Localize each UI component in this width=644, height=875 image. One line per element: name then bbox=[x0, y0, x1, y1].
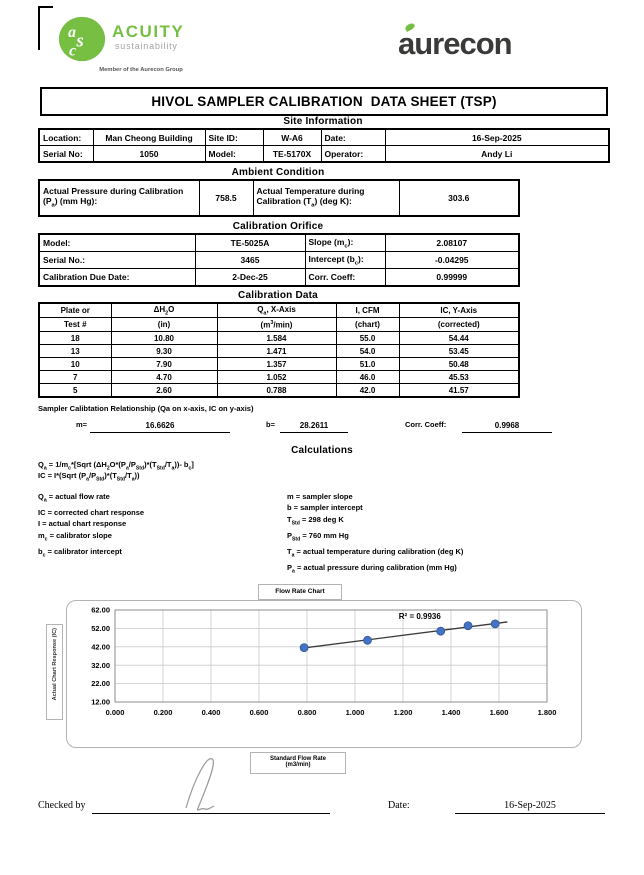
calibration-orifice-table bbox=[38, 233, 520, 287]
cell: 1.584 bbox=[217, 332, 336, 345]
data-point bbox=[437, 627, 445, 635]
cell: 54.44 bbox=[399, 332, 519, 345]
y-tick-label: 52.00 bbox=[91, 624, 110, 633]
cell: 46.0 bbox=[336, 371, 399, 384]
chart-y-axis-label: Actual Chart Response (IC) bbox=[51, 628, 58, 701]
signature bbox=[158, 758, 250, 812]
relationship-corr-label: Corr. Coeff: bbox=[405, 420, 447, 429]
data-point bbox=[464, 622, 472, 630]
relationship-m-value: 16.6626 bbox=[90, 419, 230, 433]
cell: 55.0 bbox=[336, 332, 399, 345]
acuity-tagline: sustainability bbox=[115, 41, 178, 51]
aurecon-logo bbox=[398, 22, 533, 66]
x-tick-label: 1.000 bbox=[345, 708, 365, 717]
cal-data-row bbox=[39, 345, 519, 358]
orifice-slope-value: 2.08107 bbox=[385, 234, 519, 252]
def-line: $T_a$ = actual temperature during calibration (deg K) bbox=[287, 546, 464, 559]
def-line: $P_{Std} = 760$ mm Hg bbox=[287, 530, 349, 543]
def-line: b = sampler intercept bbox=[287, 503, 363, 513]
x-tick-label: 1.800 bbox=[537, 708, 557, 717]
svg-text:s: s bbox=[76, 30, 84, 51]
col-icfm-units: (chart) bbox=[336, 318, 399, 332]
x-tick-label: 0.600 bbox=[249, 708, 269, 717]
page-corner-mark bbox=[38, 6, 53, 50]
cal-data-row bbox=[39, 332, 519, 345]
x-tick-label: 0.800 bbox=[297, 708, 317, 717]
site-information-table bbox=[38, 128, 610, 163]
cal-header-row-1 bbox=[39, 303, 519, 318]
definitions-left-column bbox=[38, 491, 268, 562]
cell: 2.60 bbox=[111, 384, 217, 398]
date-label: Date: bbox=[321, 129, 385, 146]
orifice-model-value: TE-5025A bbox=[195, 234, 305, 252]
orifice-row-3 bbox=[39, 269, 519, 287]
col-dh2o-header: $\Delta H_2O$ bbox=[111, 303, 217, 318]
serial-no-value: 1050 bbox=[93, 146, 205, 163]
cell: 0.788 bbox=[217, 384, 336, 398]
checked-by-line bbox=[92, 813, 330, 814]
pressure-value: 758.5 bbox=[199, 180, 253, 216]
site-row-1 bbox=[39, 129, 609, 146]
location-label: Location: bbox=[39, 129, 93, 146]
site-id-label: Site ID: bbox=[205, 129, 263, 146]
data-point bbox=[363, 636, 371, 644]
chart-x-axis-label-line2: (m3/min) bbox=[285, 762, 311, 768]
location-value: Man Cheong Building bbox=[93, 129, 205, 146]
formula-ic: IC = I*(Sqrt $(P_a/P_{Std})*(T_{Std}/T_a)$) bbox=[38, 471, 140, 483]
y-tick-label: 22.00 bbox=[91, 679, 110, 689]
cell: 5 bbox=[39, 384, 111, 398]
acuity-monogram-icon bbox=[58, 15, 106, 63]
plot-border bbox=[115, 610, 547, 702]
calibration-orifice-heading: Calibration Orifice bbox=[232, 221, 324, 232]
orifice-due-date-label: Calibration Due Date: bbox=[39, 269, 195, 287]
aurecon-wordmark: aurecon bbox=[398, 26, 512, 61]
temperature-value: 303.6 bbox=[399, 180, 519, 216]
relationship-m-label: m= bbox=[76, 420, 88, 429]
chart-x-axis-label-box bbox=[250, 752, 346, 774]
x-tick-label: 1.400 bbox=[441, 708, 461, 717]
cell: 7.90 bbox=[111, 358, 217, 371]
flow-rate-chart-svg bbox=[70, 602, 575, 740]
cell: 51.0 bbox=[336, 358, 399, 371]
def-line: $b_c$ = calibrator intercept bbox=[38, 546, 122, 559]
orifice-serial-label: Serial No.: bbox=[39, 252, 195, 269]
cell: 1.052 bbox=[217, 371, 336, 384]
cell: 42.0 bbox=[336, 384, 399, 398]
cell: 53.45 bbox=[399, 345, 519, 358]
model-label: Model: bbox=[205, 146, 263, 163]
cal-data-row bbox=[39, 384, 519, 398]
calculations-heading: Calculations bbox=[291, 445, 353, 456]
ambient-condition-table bbox=[38, 179, 520, 217]
definitions-right-column bbox=[287, 491, 587, 577]
relationship-b-label: b= bbox=[266, 420, 275, 429]
ambient-row bbox=[39, 180, 519, 216]
relationship-b-value: 28.2611 bbox=[280, 419, 348, 433]
x-tick-label: 0.200 bbox=[153, 708, 173, 717]
orifice-intercept-label: Intercept $(b_c)$: bbox=[305, 252, 385, 269]
y-tick-label: 32.00 bbox=[91, 660, 110, 670]
cell: 7 bbox=[39, 371, 111, 384]
r-squared-label: R² = 0.9936 bbox=[398, 612, 441, 622]
def-line: $T_{Std} = 298$ deg K bbox=[287, 514, 344, 527]
col-ic-units: (corrected) bbox=[399, 318, 519, 332]
data-point bbox=[491, 620, 499, 628]
temperature-label: Actual Temperature during Calibration $(T_a)$ (deg K): bbox=[253, 180, 399, 216]
chart-title-box: Flow Rate Chart bbox=[258, 584, 342, 600]
ambient-condition-heading: Ambient Condition bbox=[231, 167, 325, 178]
svg-text:c: c bbox=[69, 42, 77, 60]
cell: 54.0 bbox=[336, 345, 399, 358]
col-plate-units: Test # bbox=[39, 318, 111, 332]
chart-x-axis-label-line1: Standard Flow Rate bbox=[269, 756, 326, 762]
def-line: I = actual chart response bbox=[38, 519, 127, 529]
footer-date-label: Date: bbox=[388, 800, 410, 811]
relationship-label: Sampler Calibtation Relationship (Qa on x-axis, IC on y-axis) bbox=[38, 404, 254, 413]
cell: 4.70 bbox=[111, 371, 217, 384]
col-qa-units: $(m^3/\min)$ bbox=[217, 318, 336, 332]
chart-y-axis-label-box bbox=[46, 624, 63, 720]
col-qa-header: $Q_a$, X-Axis bbox=[217, 303, 336, 318]
cell: 45.53 bbox=[399, 371, 519, 384]
pressure-label: Actual Pressure during Calibration $(P_a)$ (mm Hg): bbox=[39, 180, 199, 216]
cell: 50.48 bbox=[399, 358, 519, 371]
cell: 13 bbox=[39, 345, 111, 358]
def-line: $m_c$ = calibrator slope bbox=[38, 530, 112, 543]
calibration-data-heading: Calibration Data bbox=[238, 290, 318, 301]
def-line: $Q_a$ = actual flow rate bbox=[38, 492, 110, 504]
y-tick-label: 62.00 bbox=[91, 605, 110, 615]
acuity-wordmark: ACUITY bbox=[112, 22, 185, 41]
cell: 1.471 bbox=[217, 345, 336, 358]
orifice-slope-label: Slope $(m_c)$: bbox=[305, 234, 385, 252]
model-value: TE-5170X bbox=[263, 146, 321, 163]
site-id-value: W-A6 bbox=[263, 129, 321, 146]
formula-qa: $Q_a$ = $1/m_c*[Sqrt$ $(\Delta H_2O*(P_a/P_{Std})*(T_{Std}/T_a))-$ $b_c$] bbox=[38, 460, 194, 472]
y-tick-label: 12.00 bbox=[91, 697, 110, 707]
calibration-data-table bbox=[38, 302, 520, 398]
data-point bbox=[300, 644, 308, 652]
footer-date-line bbox=[455, 813, 605, 814]
cal-data-row bbox=[39, 358, 519, 371]
x-tick-label: 0.000 bbox=[105, 708, 125, 717]
def-line: m = sampler slope bbox=[287, 492, 353, 501]
site-information-heading: Site Information bbox=[283, 116, 363, 127]
cal-data-row bbox=[39, 371, 519, 384]
y-tick-label: 42.00 bbox=[91, 642, 110, 652]
relationship-corr-value: 0.9968 bbox=[462, 419, 552, 433]
footer-date-value: 16-Sep-2025 bbox=[504, 800, 556, 811]
orifice-corr-coeff-label: Corr. Coeff: bbox=[305, 269, 385, 287]
orifice-row-2 bbox=[39, 252, 519, 269]
orifice-row-1 bbox=[39, 234, 519, 252]
cell: 10 bbox=[39, 358, 111, 371]
cell: 10.80 bbox=[111, 332, 217, 345]
date-value: 16-Sep-2025 bbox=[385, 129, 609, 146]
orifice-intercept-value: -0.04295 bbox=[385, 252, 519, 269]
acuity-member-line: Member of the Aurecon Group bbox=[99, 67, 183, 73]
col-ic-header: IC, Y-Axis bbox=[399, 303, 519, 318]
serial-no-label: Serial No: bbox=[39, 146, 93, 163]
col-dh2o-units: (in) bbox=[111, 318, 217, 332]
def-line: IC = corrected chart response bbox=[38, 507, 145, 517]
site-row-2 bbox=[39, 146, 609, 163]
sheet-title: HIVOL SAMPLER CALIBRATION DATA SHEET (TSP) bbox=[40, 87, 608, 116]
x-tick-label: 0.400 bbox=[201, 708, 221, 717]
svg-text:a: a bbox=[68, 24, 76, 42]
operator-label: Operator: bbox=[321, 146, 385, 163]
operator-value: Andy Li bbox=[385, 146, 609, 163]
trendline bbox=[301, 622, 507, 648]
acuity-logo bbox=[58, 15, 228, 79]
cell: 9.30 bbox=[111, 345, 217, 358]
col-plate-header: Plate or bbox=[39, 303, 111, 318]
cal-header-row-2 bbox=[39, 318, 519, 332]
checked-by-label: Checked by bbox=[38, 800, 86, 811]
cell: 18 bbox=[39, 332, 111, 345]
cell: 1.357 bbox=[217, 358, 336, 371]
orifice-due-date-value: 2-Dec-25 bbox=[195, 269, 305, 287]
orifice-model-label: Model: bbox=[39, 234, 195, 252]
x-tick-label: 1.600 bbox=[489, 708, 509, 717]
cell: 41.57 bbox=[399, 384, 519, 398]
col-icfm-header: I, CFM bbox=[336, 303, 399, 318]
def-line: $P_a$ = actual pressure during calibration (mm Hg) bbox=[287, 562, 457, 575]
x-tick-label: 1.200 bbox=[393, 708, 413, 717]
orifice-corr-coeff-value: 0.99999 bbox=[385, 269, 519, 287]
orifice-serial-value: 3465 bbox=[195, 252, 305, 269]
